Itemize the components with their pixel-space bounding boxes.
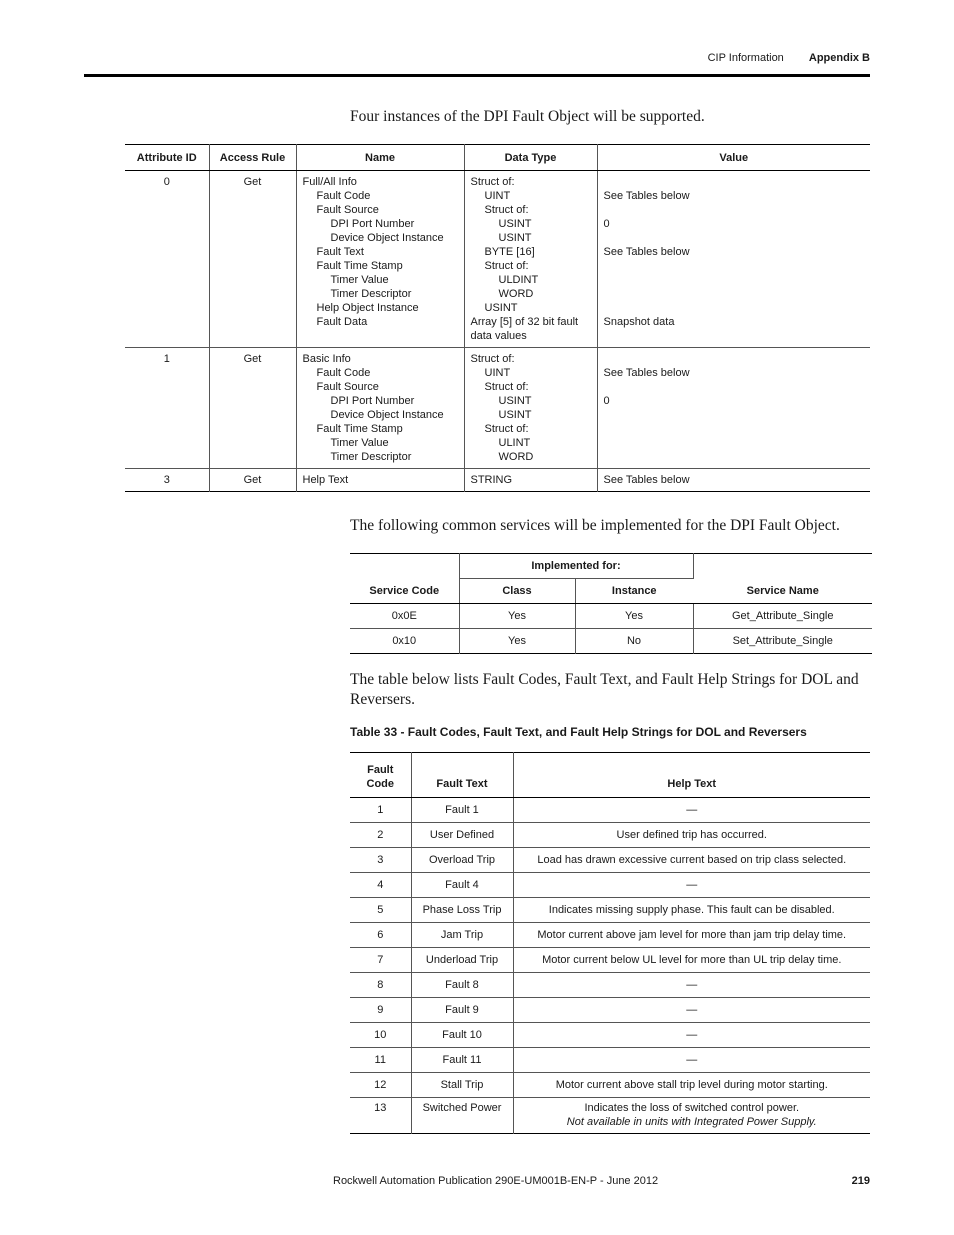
value-line: See Tables below bbox=[603, 246, 690, 258]
help-text-line: Indicates missing supply phase. This fault can be disabled. bbox=[548, 904, 835, 916]
fault-code: 6 bbox=[350, 923, 411, 948]
table-row bbox=[350, 898, 870, 923]
value-line: See Tables below bbox=[603, 474, 690, 486]
help-text-line: — bbox=[686, 1054, 698, 1066]
name-line: Fault Time Stamp bbox=[316, 423, 403, 435]
fault-text: Switched Power bbox=[411, 1098, 513, 1134]
name-line: Timer Descriptor bbox=[330, 451, 412, 463]
help-text bbox=[513, 898, 870, 923]
type-line: USINT bbox=[498, 409, 532, 421]
header-fault-text: Fault Text bbox=[411, 753, 513, 798]
table-row bbox=[350, 948, 870, 973]
name-cell bbox=[296, 348, 464, 469]
type-cell bbox=[464, 469, 597, 492]
fault-text: Jam Trip bbox=[411, 923, 513, 948]
appendix-label: Appendix B bbox=[808, 52, 870, 64]
name-line: Fault Code bbox=[316, 190, 371, 202]
fault-code: 5 bbox=[350, 898, 411, 923]
page-number: 219 bbox=[851, 1175, 870, 1187]
header-help-text: Help Text bbox=[513, 753, 870, 798]
type-line: USINT bbox=[484, 302, 518, 314]
header-data-type: Data Type bbox=[464, 145, 597, 171]
value-line: Snapshot data bbox=[603, 316, 675, 328]
value-line: 0 bbox=[603, 395, 610, 407]
attribute-id: 3 bbox=[125, 469, 209, 492]
value-cell bbox=[597, 348, 870, 469]
table-row bbox=[350, 923, 870, 948]
name-line: Help Text bbox=[302, 474, 349, 486]
attribute-table bbox=[125, 144, 870, 492]
table-row bbox=[125, 171, 870, 348]
type-line: USINT bbox=[498, 218, 532, 230]
access-rule: Get bbox=[209, 171, 296, 348]
help-text bbox=[513, 998, 870, 1023]
service-name: Get_Attribute_Single bbox=[693, 604, 872, 629]
fault-code: 4 bbox=[350, 873, 411, 898]
type-line: BYTE [16] bbox=[484, 246, 535, 258]
table-header-row bbox=[350, 554, 872, 579]
page-header bbox=[708, 52, 870, 64]
name-line: Device Object Instance bbox=[330, 232, 444, 244]
type-line: USINT bbox=[498, 232, 532, 244]
header-attribute-id: Attribute ID bbox=[125, 145, 209, 171]
type-line: WORD bbox=[498, 288, 534, 300]
table-row bbox=[350, 973, 870, 998]
type-line: USINT bbox=[498, 395, 532, 407]
fault-code: 11 bbox=[350, 1048, 411, 1073]
fault-code: 9 bbox=[350, 998, 411, 1023]
type-line: Array [5] of 32 bit fault data values bbox=[470, 316, 579, 342]
table-row bbox=[350, 848, 870, 873]
name-line: Fault Time Stamp bbox=[316, 260, 403, 272]
help-text bbox=[513, 1098, 870, 1134]
table-row bbox=[350, 798, 870, 823]
intro-paragraph-2: The following common services will be implemented for the DPI Fault Object. bbox=[350, 517, 840, 534]
header-name: Name bbox=[296, 145, 464, 171]
header-class: Class bbox=[459, 579, 575, 604]
attribute-id: 1 bbox=[125, 348, 209, 469]
fault-text: Fault 4 bbox=[411, 873, 513, 898]
help-text bbox=[513, 948, 870, 973]
header-fault-code bbox=[350, 753, 411, 798]
table-caption: Table 33 - Fault Codes, Fault Text, and Fault Help Strings for DOL and Reversers bbox=[350, 725, 807, 739]
service-code: 0x10 bbox=[350, 629, 459, 654]
fault-text: Underload Trip bbox=[411, 948, 513, 973]
name-cell bbox=[296, 171, 464, 348]
fault-codes-table bbox=[350, 752, 870, 1134]
name-line: DPI Port Number bbox=[330, 218, 415, 230]
type-cell bbox=[464, 348, 597, 469]
table-row bbox=[350, 629, 872, 654]
table-row bbox=[350, 823, 870, 848]
help-text bbox=[513, 1023, 870, 1048]
name-cell bbox=[296, 469, 464, 492]
header-access-rule: Access Rule bbox=[209, 145, 296, 171]
help-text-line: User defined trip has occurred. bbox=[616, 829, 767, 841]
name-line: DPI Port Number bbox=[330, 395, 415, 407]
type-cell bbox=[464, 171, 597, 348]
fault-text: User Defined bbox=[411, 823, 513, 848]
help-text bbox=[513, 823, 870, 848]
header-value: Value bbox=[597, 145, 870, 171]
table-row bbox=[125, 469, 870, 492]
help-text-line: Motor current below UL level for more than UL trip delay time. bbox=[542, 954, 842, 966]
type-line: Struct of: bbox=[484, 423, 529, 435]
help-text bbox=[513, 873, 870, 898]
name-line: Fault Data bbox=[316, 316, 368, 328]
table-row bbox=[350, 1073, 870, 1098]
section-label: CIP Information bbox=[707, 52, 784, 64]
table-row bbox=[350, 1048, 870, 1073]
help-text bbox=[513, 798, 870, 823]
value-line: 0 bbox=[603, 218, 610, 230]
publication-footer: Rockwell Automation Publication 290E-UM001B-EN-P - June 2012 bbox=[333, 1175, 659, 1187]
access-rule: Get bbox=[209, 348, 296, 469]
fault-text: Fault 1 bbox=[411, 798, 513, 823]
fault-code: 12 bbox=[350, 1073, 411, 1098]
fault-text: Fault 9 bbox=[411, 998, 513, 1023]
help-text bbox=[513, 848, 870, 873]
help-text-line: — bbox=[686, 804, 698, 816]
type-line: ULDINT bbox=[498, 274, 539, 286]
name-line: Timer Value bbox=[330, 437, 389, 449]
fault-text: Fault 10 bbox=[411, 1023, 513, 1048]
help-text bbox=[513, 1048, 870, 1073]
services-table bbox=[350, 553, 872, 654]
header-instance: Instance bbox=[575, 579, 693, 604]
table-header-row bbox=[350, 753, 870, 798]
name-line: Fault Source bbox=[316, 204, 379, 216]
help-text bbox=[513, 1073, 870, 1098]
help-text-line: — bbox=[686, 1029, 698, 1041]
help-note: Not available in units with Integrated Power Supply. bbox=[566, 1116, 817, 1128]
header-fault-code-label: Fault Code bbox=[366, 764, 394, 790]
table-row bbox=[350, 873, 870, 898]
table-row bbox=[350, 1098, 870, 1134]
header-implemented-for: Implemented for: bbox=[459, 554, 693, 579]
value-cell bbox=[597, 469, 870, 492]
help-text-line: Indicates the loss of switched control power. bbox=[584, 1102, 800, 1114]
name-line: Timer Value bbox=[330, 274, 389, 286]
fault-code: 2 bbox=[350, 823, 411, 848]
instance-value: No bbox=[575, 629, 693, 654]
header-service-name: Service Name bbox=[693, 554, 872, 604]
name-line: Basic Info bbox=[302, 353, 351, 365]
table-header-row bbox=[125, 145, 870, 171]
help-text-line: — bbox=[686, 879, 698, 891]
fault-code: 10 bbox=[350, 1023, 411, 1048]
help-text bbox=[513, 973, 870, 998]
value-line: See Tables below bbox=[603, 190, 690, 202]
help-text-line: — bbox=[686, 1004, 698, 1016]
fault-text: Phase Loss Trip bbox=[411, 898, 513, 923]
name-line: Help Object Instance bbox=[316, 302, 419, 314]
type-line: UINT bbox=[484, 190, 511, 202]
access-rule: Get bbox=[209, 469, 296, 492]
fault-code: 7 bbox=[350, 948, 411, 973]
name-line: Full/All Info bbox=[302, 176, 357, 188]
attribute-id: 0 bbox=[125, 171, 209, 348]
fault-code: 8 bbox=[350, 973, 411, 998]
value-line: See Tables below bbox=[603, 367, 690, 379]
type-line: Struct of: bbox=[484, 381, 529, 393]
fault-text: Fault 8 bbox=[411, 973, 513, 998]
header-service-code: Service Code bbox=[350, 554, 459, 604]
help-text-line: Load has drawn excessive current based on trip class selected. bbox=[537, 854, 847, 866]
name-line: Fault Source bbox=[316, 381, 379, 393]
class-value: Yes bbox=[459, 629, 575, 654]
value-cell bbox=[597, 171, 870, 348]
fault-code: 13 bbox=[350, 1098, 411, 1134]
fault-text: Fault 11 bbox=[411, 1048, 513, 1073]
fault-table-body bbox=[350, 798, 870, 1134]
service-code: 0x0E bbox=[350, 604, 459, 629]
name-line: Fault Code bbox=[316, 367, 371, 379]
type-line: Struct of: bbox=[470, 353, 515, 365]
type-line: UINT bbox=[484, 367, 511, 379]
fault-code: 1 bbox=[350, 798, 411, 823]
help-text-line: — bbox=[686, 979, 698, 991]
help-text bbox=[513, 923, 870, 948]
name-line: Device Object Instance bbox=[330, 409, 444, 421]
help-text-line: Motor current above stall trip level during motor starting. bbox=[555, 1079, 828, 1091]
fault-text: Stall Trip bbox=[411, 1073, 513, 1098]
class-value: Yes bbox=[459, 604, 575, 629]
table-row bbox=[350, 1023, 870, 1048]
name-line: Timer Descriptor bbox=[330, 288, 412, 300]
type-line: STRING bbox=[470, 474, 513, 486]
type-line: WORD bbox=[498, 451, 534, 463]
header-rule bbox=[84, 74, 870, 77]
fault-code: 3 bbox=[350, 848, 411, 873]
type-line: Struct of: bbox=[470, 176, 515, 188]
table-row bbox=[350, 604, 872, 629]
type-line: ULINT bbox=[498, 437, 531, 449]
help-text-line: Motor current above jam level for more than jam trip delay time. bbox=[537, 929, 847, 941]
instance-value: Yes bbox=[575, 604, 693, 629]
type-line: Struct of: bbox=[484, 260, 529, 272]
service-name: Set_Attribute_Single bbox=[732, 635, 833, 647]
fault-text: Overload Trip bbox=[411, 848, 513, 873]
name-line: Fault Text bbox=[316, 246, 364, 258]
table-row bbox=[350, 998, 870, 1023]
table-row bbox=[125, 348, 870, 469]
intro-paragraph-1: Four instances of the DPI Fault Object will be supported. bbox=[350, 108, 705, 125]
type-line: Struct of: bbox=[484, 204, 529, 216]
intro-paragraph-3: The table below lists Fault Codes, Fault Text, and Fault Help Strings for DOL and Reversers. bbox=[350, 671, 859, 708]
